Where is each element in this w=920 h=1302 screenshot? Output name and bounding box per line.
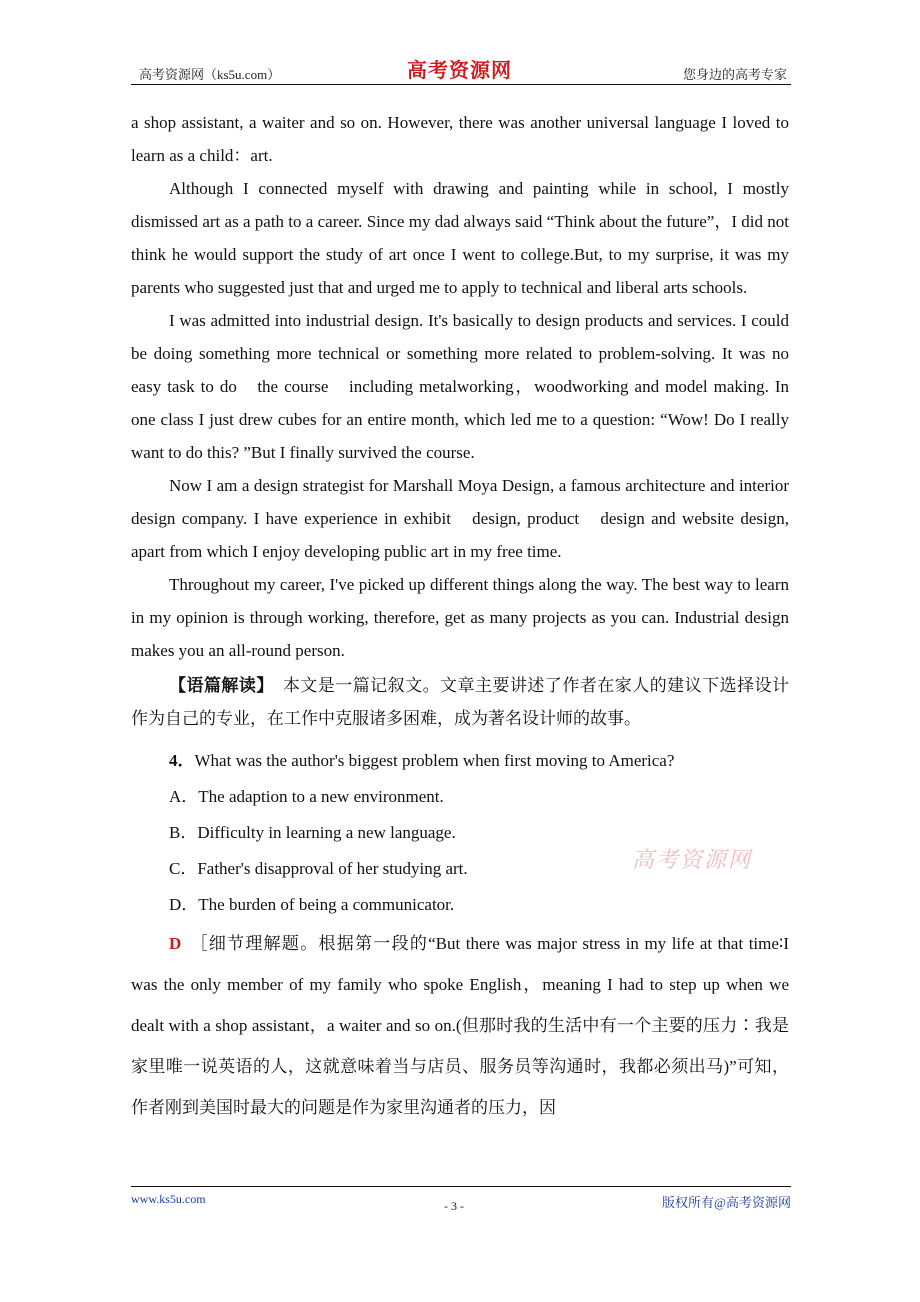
question-number: 4． (169, 751, 195, 770)
analysis-label: 【语篇解读】 (169, 676, 266, 695)
passage-paragraph: Although I connected myself with drawing and painting while in school, I mostly dismissed art as a path to a career. Since my dad always said “Think about the future”，I did not think he would support the study of art once I went to college.But, to my surprise, it was my parents who suggested just that and urged me to apply to technical and liberal arts schools. (131, 179, 789, 297)
analysis-text: 本文是一篇记叙文。文章主要讲述了作者在家人的建议下选择设计作为自己的专业，在工作中克服诸多困难，成为著名设计师的故事。 (131, 676, 790, 728)
answer-letter: D (169, 934, 182, 953)
page-header (131, 52, 791, 86)
answer-text: ［细节理解题。根据第一段的“But there was major stress in my life at that time∶I was the only member of my family who spoke English，meaning I had to step up when we dealt with a shop assistant，a waiter and so on.(但那时我的生活中有一个主要的压力∶我是家里唯一说英语的人，这就意味着当与店员、服务员等沟通时，我都必须出马)”可知，作者刚到美国时最大的问题是作为家里沟通者的压力，因 (131, 934, 789, 1117)
header-divider (131, 84, 791, 85)
passage-paragraph: Throughout my career, I've picked up different things along the way. The best way to learn in my opinion is through working, therefore, get as many projects as you can. Industrial design makes you an all‑round person. (131, 575, 789, 660)
option-c: C．Father's disapproval of her studying art. (169, 859, 468, 878)
page-number: - 3 - (444, 1199, 464, 1213)
passage-paragraph: Now I am a design strategist for Marshall Moya Design, a famous architecture and interior design company. I have experience in exhibit design, product design and website design, apart from which I enjoy developing public art in my free time. (131, 476, 789, 561)
watermark: 高考资源网 (632, 847, 753, 872)
passage-paragraph: I was admitted into industrial design. It's basically to design products and services. I could be doing something more technical or something more related to problem‑solving. It was no easy task to do the course including metalworking，woodworking and model making. In one class I just drew cubes for an entire month, which led me to a question: “Wow! Do I really want to do this? ”But I finally survived the course. (131, 311, 789, 462)
option-d: D．The burden of being a communicator. (169, 895, 455, 914)
option-a: A．The adaption to a new environment. (169, 787, 444, 806)
header-site-name: 高考资源网（ks5u.com） (139, 67, 281, 82)
header-logo: 高考资源网 (407, 60, 512, 82)
question-stem (131, 743, 789, 779)
footer-copyright: 版权所有@高考资源网 (662, 1195, 791, 1210)
footer-divider (131, 1186, 791, 1187)
header-slogan: 您身边的高考专家 (682, 67, 787, 82)
footer-url-link[interactable]: www.ks5u.com (131, 1192, 206, 1206)
passage-paragraph: a shop assistant, a waiter and so on. However, there was another universal language I loved to learn as a child：art. (131, 113, 789, 165)
option-b: B．Difficulty in learning a new language. (169, 823, 456, 842)
answer-explanation (131, 923, 789, 1128)
document-body (131, 106, 789, 1128)
analysis-paragraph (131, 669, 789, 735)
question-text: What was the author's biggest problem when first moving to America? (194, 751, 675, 770)
